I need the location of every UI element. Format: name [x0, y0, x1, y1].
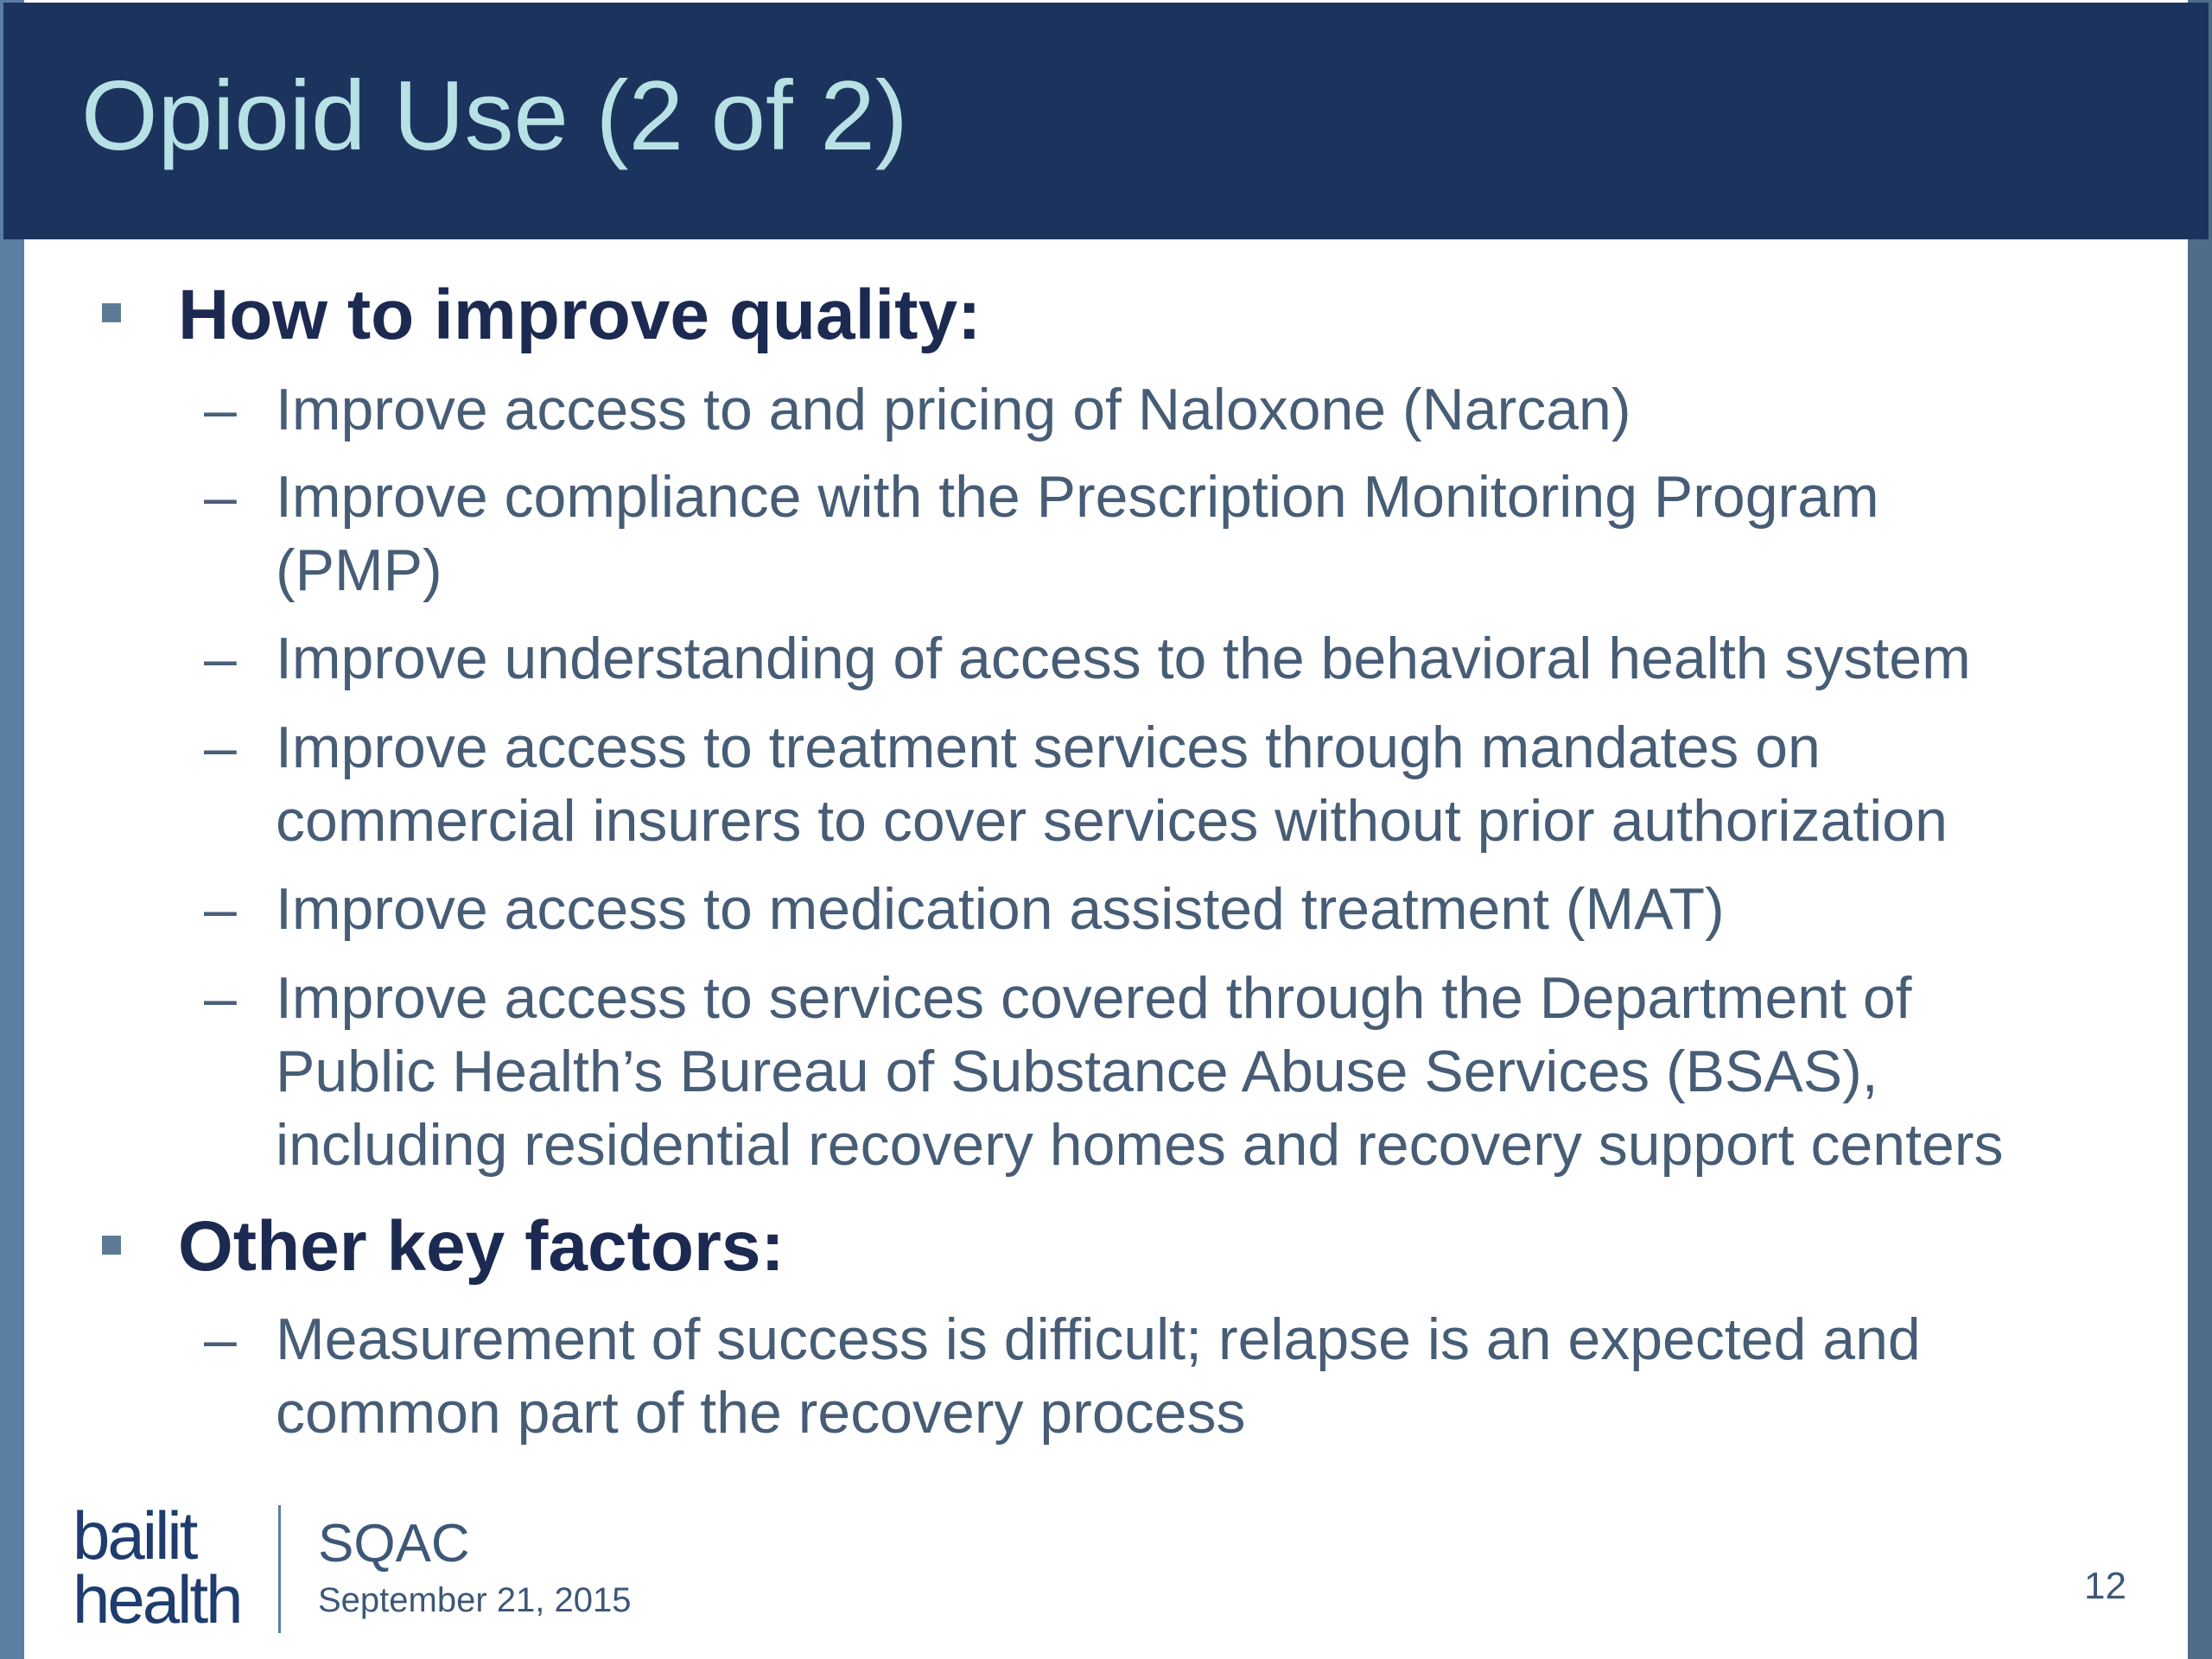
section-heading-quality: How to improve quality: — [178, 276, 982, 354]
logo-line-1: bailit — [73, 1497, 196, 1573]
list-item-line: (PMP) — [276, 537, 442, 603]
dash-bullet-icon: – — [204, 876, 237, 942]
section-heading-other-factors: Other key factors: — [178, 1207, 785, 1286]
dash-bullet-icon: – — [204, 377, 237, 442]
list-item-line: Measurement of success is difficult; relapse is an expected and — [276, 1306, 1921, 1372]
dash-bullet-icon: – — [204, 965, 237, 1031]
bullet-square-icon — [102, 303, 121, 322]
list-item-line: common part of the recovery process — [276, 1380, 1246, 1446]
dash-bullet-icon: – — [204, 464, 237, 530]
list-item-line: Improve compliance with the Prescription Monitoring Program — [276, 464, 1879, 530]
list-item-line: Improve access to services covered through the Department of — [276, 965, 1912, 1031]
dash-bullet-icon: – — [204, 715, 237, 780]
slide-title: Opioid Use (2 of 2) — [81, 61, 908, 171]
footer-date: September 21, 2015 — [318, 1581, 632, 1619]
footer-organization: SQAC — [318, 1514, 470, 1573]
list-item-line: Improve access to treatment services through mandates on — [276, 715, 1821, 780]
logo-line-2: health — [73, 1561, 241, 1637]
list-item-line: Improve access to and pricing of Naloxone (Narcan) — [276, 377, 1631, 442]
title-bar — [3, 3, 2209, 239]
list-item-line: Improve understanding of access to the behavioral health system — [276, 626, 1971, 691]
bullet-square-icon — [102, 1236, 121, 1255]
list-item-line: Public Health’s Bureau of Substance Abuse Services (BSAS), — [276, 1039, 1878, 1104]
right-accent-bar — [2188, 0, 2212, 1659]
list-item-line: including residential recovery homes and recovery support centers — [276, 1112, 2004, 1178]
bailit-health-logo — [73, 1497, 241, 1637]
dash-bullet-icon: – — [204, 626, 237, 691]
footer-divider — [278, 1505, 281, 1633]
slide-content — [24, 239, 2188, 1659]
left-accent-bar — [0, 0, 24, 1659]
list-item-line: Improve access to medication assisted treatment (MAT) — [276, 876, 1725, 942]
list-item-line: commercial insurers to cover services without prior authorization — [276, 788, 1948, 854]
page-number: 12 — [2084, 1565, 2126, 1607]
dash-bullet-icon: – — [204, 1306, 237, 1372]
